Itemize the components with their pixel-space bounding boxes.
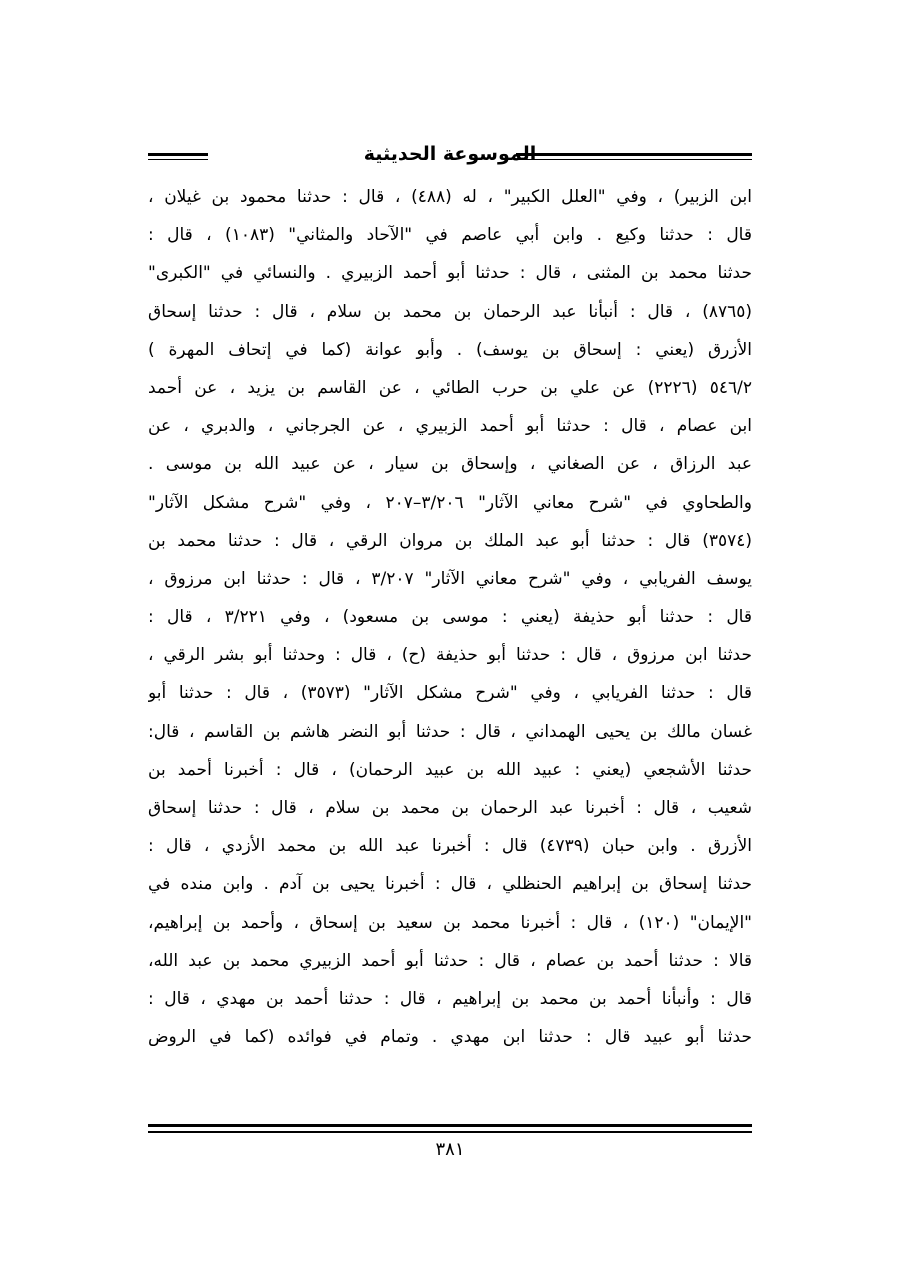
text-line: قال : حدثنا وكيع . وابن أبي عاصم في "الآحاد والمثاني" (١٠٨٣) ، قال : [148,225,752,246]
text-line: قالا : حدثنا أحمد بن عصام ، قال : حدثنا أبو أحمد الزبيري محمد بن عبد الله، [148,950,752,971]
running-title: الموسوعة الحديثية [363,143,537,165]
text-line: الأزرق . وابن حبان (٤٧٣٩) قال : أخبرنا عبد الله بن محمد الأزدي ، قال : [148,836,752,857]
text-line: غسان مالك بن يحيى الهمداني ، قال : حدثنا أبو النضر هاشم بن القاسم ، قال: [148,721,752,742]
text-line: الأزرق (يعني : إسحاق بن يوسف) . وأبو عوانة (كما في إتحاف المهرة ) [148,339,752,360]
text-line: (٨٧٦٥) ، قال : أنبأنا عبد الرحمان بن محمد بن سلام ، قال : حدثنا إسحاق [148,301,752,322]
text-line: شعيب ، قال : أخبرنا عبد الرحمان بن محمد بن سلام ، قال : حدثنا إسحاق [148,798,752,818]
text-line: ابن عصام ، قال : حدثنا أبو أحمد الزبيري ، عن الجرجاني ، والدبري ، عن [148,416,752,437]
text-line: يوسف الفريابي ، وفي "شرح معاني الآثار" ٣/٢٠٧ ، قال : حدثنا ابن مرزوق ، [148,568,752,589]
header-rule-left [148,153,208,160]
text-line: عبد الرزاق ، عن الصغاني ، وإسحاق بن سيار ، عن عبيد الله بن موسى . [148,454,752,475]
text-line: والطحاوي في "شرح معاني الآثار" ٣/٢٠٦–٢٠٧ ، وفي "شرح مشكل الآثار" [148,492,752,513]
text-line: قال : وأنبأنا أحمد بن محمد بن إبراهيم ، قال : حدثنا أحمد بن مهدي ، قال : [148,988,752,1009]
text-line: (٣٥٧٤) قال : حدثنا أبو عبد الملك بن مروان الرقي ، قال : حدثنا محمد بن [148,530,752,551]
text-line: حدثنا إسحاق بن إبراهيم الحنظلي ، قال : أخبرنا يحيى بن آدم . وابن منده في [148,874,752,895]
text-line: ٥٤٦/٢ (٢٢٢٦) عن علي بن حرب الطائي ، عن القاسم بن يزيد ، عن أحمد [148,377,752,398]
text-line: "الإيمان" (١٢٠) ، قال : أخبرنا محمد بن سعيد بن إسحاق ، وأحمد بن إبراهيم، [148,912,752,933]
page-number: ٣٨١ [435,1139,465,1160]
footer-rule [148,1124,752,1133]
text-line: ابن الزبير) ، وفي "العلل الكبير" ، له (٤٨٨) ، قال : حدثنا محمود بن غيلان ، [148,187,752,207]
page-header [148,140,752,170]
text-line: قال : حدثنا الفريابي ، وفي "شرح مشكل الآثار" (٣٥٧٣) ، قال : حدثنا أبو [148,683,752,704]
text-line: حدثنا محمد بن المثنى ، قال : حدثنا أبو أحمد الزبيري . والنسائي في "الكبرى" [148,263,752,284]
text-line: قال : حدثنا أبو حذيفة (يعني : موسى بن مسعود) ، وفي ٣/٢٢١ ، قال : [148,607,752,628]
text-line: حدثنا ابن مرزوق ، قال : حدثنا أبو حذيفة (ح) ، قال : وحدثنا أبو بشر الرقي ، [148,645,752,666]
text-line: حدثنا أبو عبيد قال : حدثنا ابن مهدي . وتمام في فوائده (كما في الروض [148,1027,752,1048]
text-line: حدثنا الأشجعي (يعني : عبيد الله بن عبيد الرحمان) ، قال : أخبرنا أحمد بن [148,759,752,780]
body-text [148,178,752,1056]
